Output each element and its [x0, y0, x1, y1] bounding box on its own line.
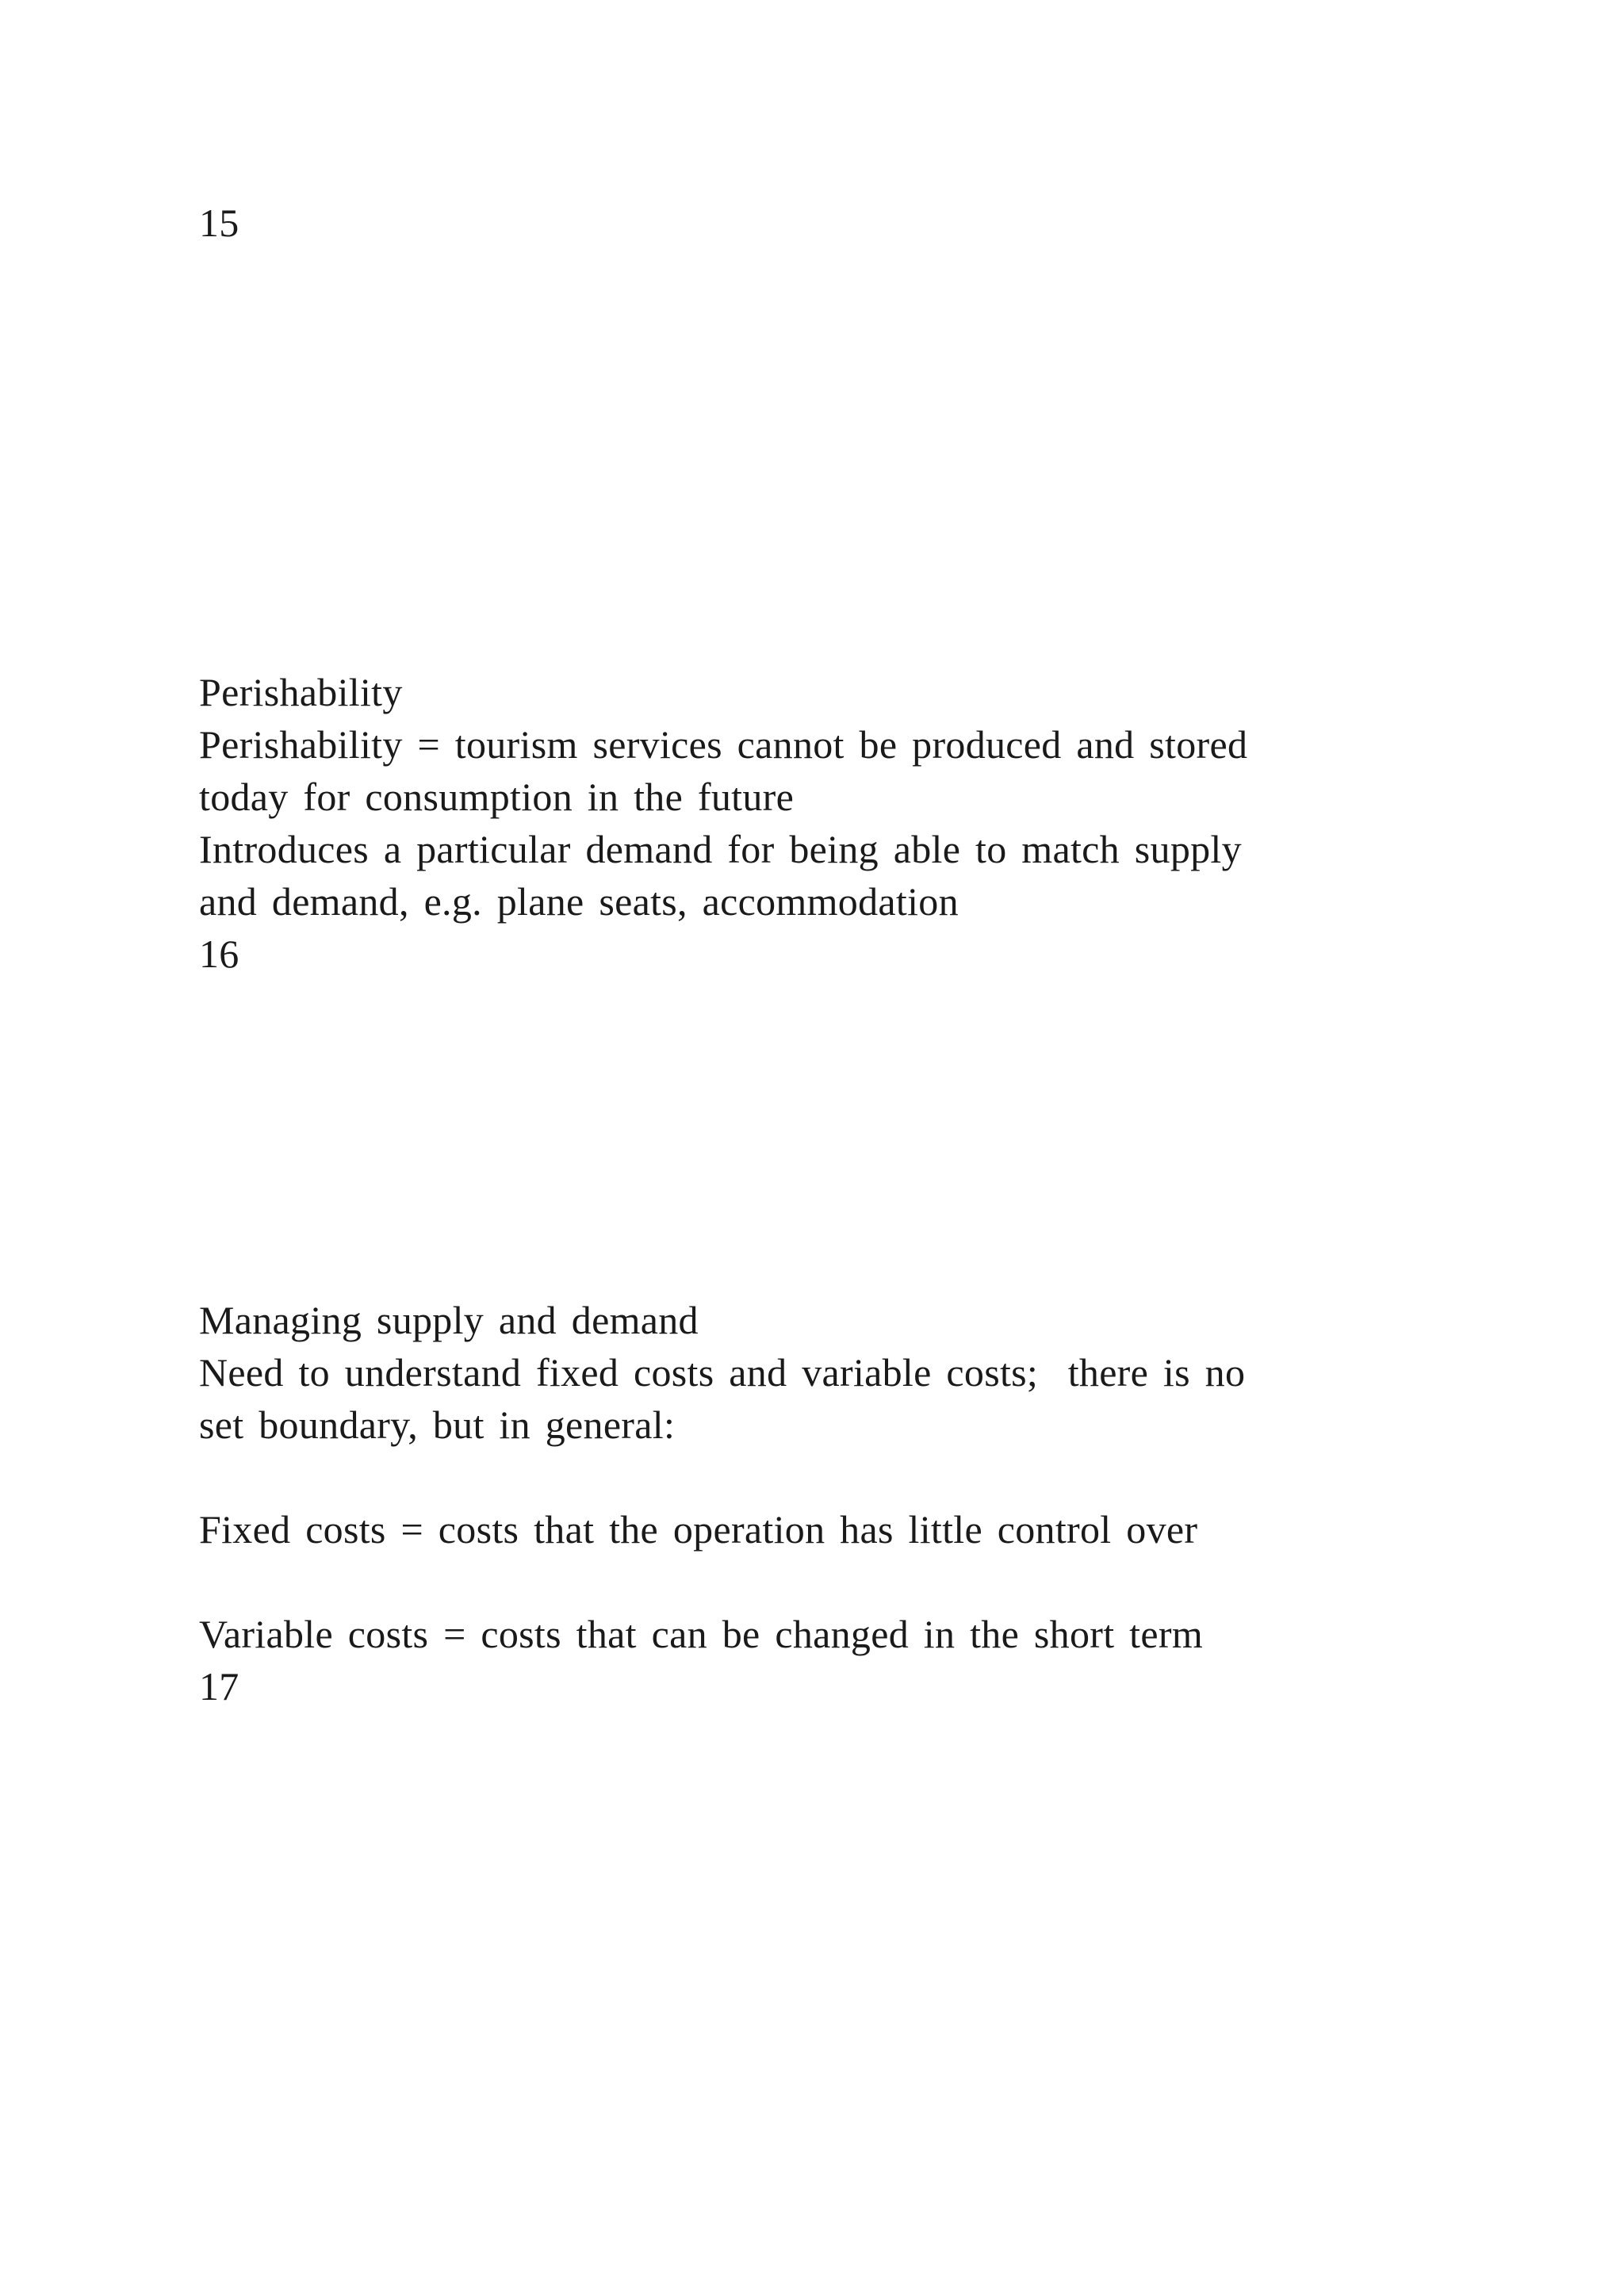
perishability-heading: Perishability — [199, 670, 403, 714]
perishability-line-3: Introduces a particular demand for being able to match supply — [199, 827, 1242, 871]
perishability-line-2: today for consumption in the future — [199, 775, 795, 819]
page-number-15: 15 — [199, 201, 239, 245]
page-number-16: 16 — [199, 932, 239, 976]
managing-line-2: set boundary, but in general: — [199, 1402, 676, 1447]
fixed-costs-line: Fixed costs = costs that the operation has little control over — [199, 1507, 1198, 1552]
perishability-line-1: Perishability = tourism services cannot be produced and stored — [199, 722, 1248, 767]
managing-heading: Managing supply and demand — [199, 1298, 699, 1342]
perishability-line-4: and demand, e.g. plane seats, accommodation — [199, 879, 959, 924]
variable-costs-line: Variable costs = costs that can be changed in the short term — [199, 1612, 1204, 1656]
managing-line-1: Need to understand fixed costs and variable costs; there is no — [199, 1350, 1246, 1395]
page-number-17: 17 — [199, 1664, 239, 1709]
